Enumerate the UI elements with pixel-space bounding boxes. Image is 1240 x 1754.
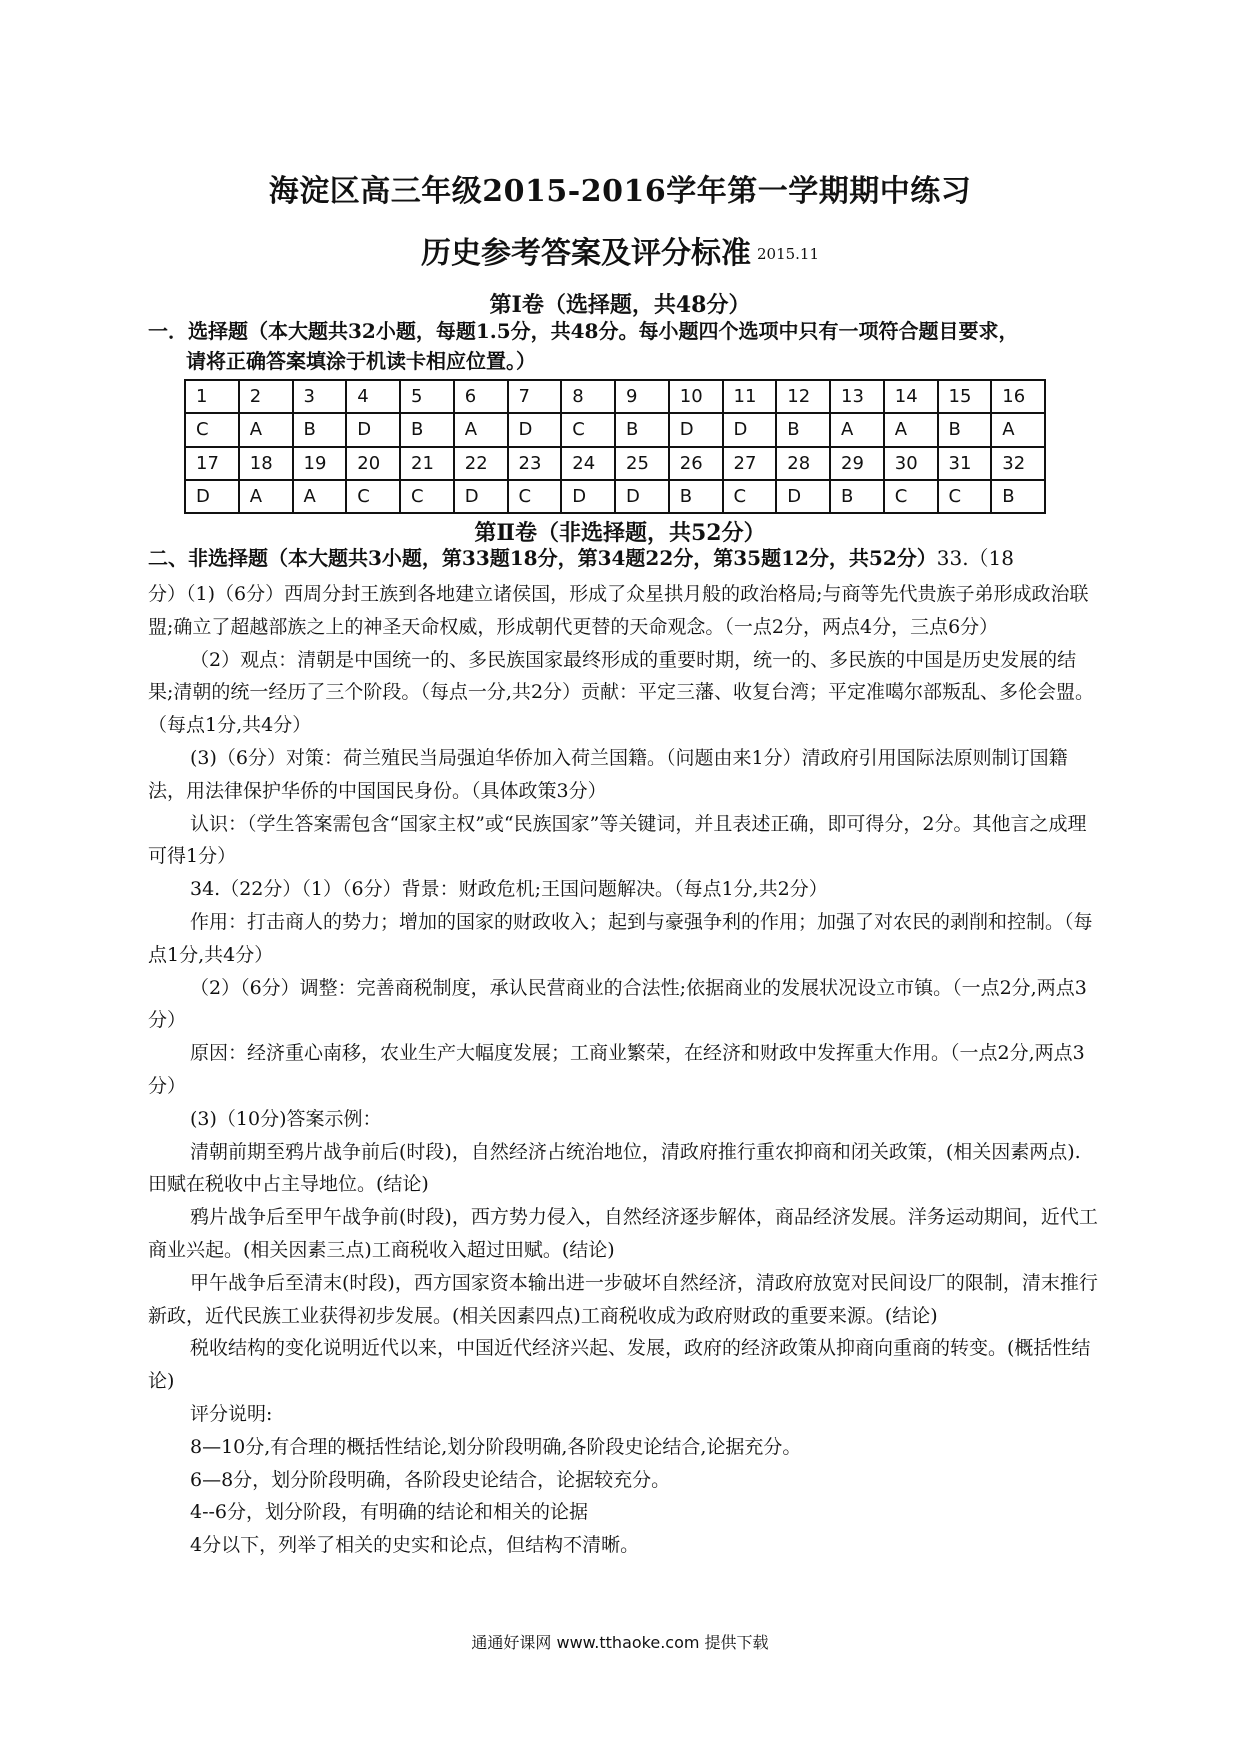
question-number-cell: 6 <box>454 380 508 413</box>
section2-title: 二、非选择题（本大题共3小题，第33题18分，第34题22分，第35题12分，共52分） <box>148 546 937 570</box>
question-number-cell: 29 <box>830 447 884 480</box>
question-number-row <box>185 447 1045 480</box>
question-number-cell: 12 <box>776 380 830 413</box>
answer-cell: C <box>185 413 239 446</box>
answer-cell: B <box>830 480 884 513</box>
question-number-cell: 10 <box>669 380 723 413</box>
question-number-cell: 25 <box>615 447 669 480</box>
answer-cell: D <box>776 480 830 513</box>
paragraph: 6—8分，划分阶段明确，各阶段史论结合，论据较充分。 <box>190 1468 671 1491</box>
answer-cell: A <box>830 413 884 446</box>
document-subtitle <box>0 228 1240 272</box>
question-number-cell: 1 <box>185 380 239 413</box>
question-number-cell: 21 <box>400 447 454 480</box>
answer-cell: B <box>400 413 454 446</box>
footer-source: 通通好课网 www.tthaoke.com 提供下载 <box>471 1633 769 1652</box>
question-number-cell: 18 <box>239 447 293 480</box>
answer-cell: D <box>346 413 400 446</box>
question-number-cell: 31 <box>938 447 992 480</box>
question-number-cell: 23 <box>508 447 562 480</box>
paragraph: 4分以下，列举了相关的史实和论点，但结构不清晰。 <box>190 1534 640 1557</box>
answer-cell: A <box>991 413 1045 446</box>
answer-table <box>184 379 1046 514</box>
question-number-cell: 5 <box>400 380 454 413</box>
question-number-cell: 17 <box>185 447 239 480</box>
question-number-cell: 15 <box>938 380 992 413</box>
answer-body <box>148 578 1098 1562</box>
answer-cell: D <box>454 480 508 513</box>
question-number-cell: 7 <box>508 380 562 413</box>
question-number-cell: 30 <box>884 447 938 480</box>
paragraph: 作用：打击商人的势力；增加的国家的财政收入；起到与豪强争利的作用；加强了对农民的剥削和控制。（每点1分,共4分） <box>148 910 1093 966</box>
answer-cell: D <box>508 413 562 446</box>
paragraph: 34.（22分）（1）（6分）背景：财政危机;王国问题解决。（每点1分,共2分） <box>190 878 828 901</box>
answer-cell: A <box>239 413 293 446</box>
paragraph: (3)（6分）对策：荷兰殖民当局强迫华侨加入荷兰国籍。（问题由来1分）清政府引用国际法原则制订国籍法，用法律保护华侨的中国国民身份。（具体政策3分） <box>148 746 1068 802</box>
subtitle-date: 2015.11 <box>756 245 820 263</box>
paragraph: 鸦片战争后至甲午战争前(时段)，西方势力侵入，自然经济逐步解体，商品经济发展。洋务运动期间，近代工商业兴起。(相关因素三点)工商税收入超过田赋。(结论) <box>148 1206 1098 1261</box>
answer-cell: C <box>508 480 562 513</box>
paragraph: 甲午战争后至清末(时段)，西方国家资本输出进一步破坏自然经济，清政府放宽对民间设厂的限制，清末推行新政，近代民族工业获得初步发展。(相关因素四点)工商税收成为政府财政的重要来源。(结论) <box>148 1271 1098 1327</box>
paragraph: 认识：（学生答案需包含“国家主权”或“民族国家”等关键词，并且表述正确，即可得分，2分。其他言之成理可得1分） <box>148 812 1087 868</box>
answer-cell: B <box>776 413 830 446</box>
question-number-cell: 27 <box>723 447 777 480</box>
answer-row <box>185 413 1045 446</box>
question-number-cell: 24 <box>561 447 615 480</box>
section1-instructions-cont: 请将正确答案填涂于机读卡相应位置。） <box>186 349 536 373</box>
question-number-row <box>185 380 1045 413</box>
answer-cell: D <box>185 480 239 513</box>
answer-cell: D <box>723 413 777 446</box>
answer-cell: D <box>561 480 615 513</box>
question-number-cell: 11 <box>723 380 777 413</box>
section2-heading <box>148 543 1108 573</box>
question-number-cell: 2 <box>239 380 293 413</box>
question-number-cell: 26 <box>669 447 723 480</box>
paragraph: 分）（1)（6分）西周分封王族到各地建立诸侯国，形成了众星拱月般的政治格局;与商等先代贵族子弟形成政治联盟;确立了超越部族之上的神圣天命权威，形成朝代更替的天命观念。（一点2分，两点4分，三点6分） <box>148 583 1089 638</box>
answer-cell: B <box>293 413 347 446</box>
answer-cell: A <box>293 480 347 513</box>
question-number-cell: 9 <box>615 380 669 413</box>
question-number-cell: 8 <box>561 380 615 413</box>
paragraph: 8—10分,有合理的概括性结论,划分阶段明确,各阶段史论结合,论据充分。 <box>190 1435 802 1458</box>
answer-cell: C <box>561 413 615 446</box>
paragraph: 税收结构的变化说明近代以来，中国近代经济兴起、发展，政府的经济政策从抑商向重商的转变。(概括性结论) <box>148 1337 1091 1393</box>
answer-row <box>185 480 1045 513</box>
paragraph: 4--6分，划分阶段，有明确的结论和相关的论据 <box>190 1501 589 1524</box>
question-number-cell: 22 <box>454 447 508 480</box>
answer-cell: C <box>346 480 400 513</box>
question-number-cell: 4 <box>346 380 400 413</box>
section1-instructions: 一．选择题（本大题共32小题，每题1.5分，共48分。每小题四个选项中只有一项符合题目要求， <box>148 319 1019 343</box>
question-number-cell: 19 <box>293 447 347 480</box>
part1-heading: 第Ⅰ卷（选择题，共48分） <box>489 292 751 318</box>
answer-cell: A <box>454 413 508 446</box>
answer-cell: B <box>669 480 723 513</box>
answer-cell: B <box>991 480 1045 513</box>
answer-cell: C <box>723 480 777 513</box>
answer-cell: A <box>239 480 293 513</box>
question-number-cell: 32 <box>991 447 1045 480</box>
answer-cell: A <box>884 413 938 446</box>
paragraph: 清朝前期至鸦片战争前后(时段)，自然经济占统治地位，清政府推行重农抑商和闭关政策，(相关因素两点).田赋在税收中占主导地位。(结论) <box>148 1140 1081 1196</box>
answer-cell: C <box>400 480 454 513</box>
answer-cell: B <box>938 413 992 446</box>
subtitle-text: 历史参考答案及评分标准 <box>420 236 751 271</box>
answer-cell: C <box>938 480 992 513</box>
document-title: 海淀区高三年级2015-2016学年第一学期期中练习 <box>268 174 972 209</box>
paragraph: 评分说明: <box>190 1402 273 1425</box>
question-number-cell: 16 <box>991 380 1045 413</box>
paragraph: 原因：经济重心南移，农业生产大幅度发展；工商业繁荣，在经济和财政中发挥重大作用。（一点2分,两点3分） <box>148 1042 1085 1097</box>
q33-start: 33.（18 <box>936 546 1015 570</box>
answer-cell: D <box>669 413 723 446</box>
answer-cell: C <box>884 480 938 513</box>
paragraph: (3)（10分)答案示例： <box>190 1107 382 1130</box>
question-number-cell: 28 <box>776 447 830 480</box>
answer-cell: D <box>615 480 669 513</box>
question-number-cell: 13 <box>830 380 884 413</box>
question-number-cell: 3 <box>293 380 347 413</box>
paragraph: （2）观点：清朝是中国统一的、多民族国家最终形成的重要时期，统一的、多民族的中国是历史发展的结果;清朝的统一经历了三个阶段。（每点一分,共2分）贡献：平定三藩、收复台湾；平定准噶尔部叛乱、多伦会盟。（每点1分,共4分） <box>148 648 1095 737</box>
question-number-cell: 14 <box>884 380 938 413</box>
part2-heading: 第Ⅱ卷（非选择题，共52分） <box>474 520 766 546</box>
paragraph: （2）（6分）调整：完善商税制度，承认民营商业的合法性;依据商业的发展状况设立市镇。（一点2分,两点3分） <box>148 976 1087 1032</box>
question-number-cell: 20 <box>346 447 400 480</box>
answer-cell: B <box>615 413 669 446</box>
